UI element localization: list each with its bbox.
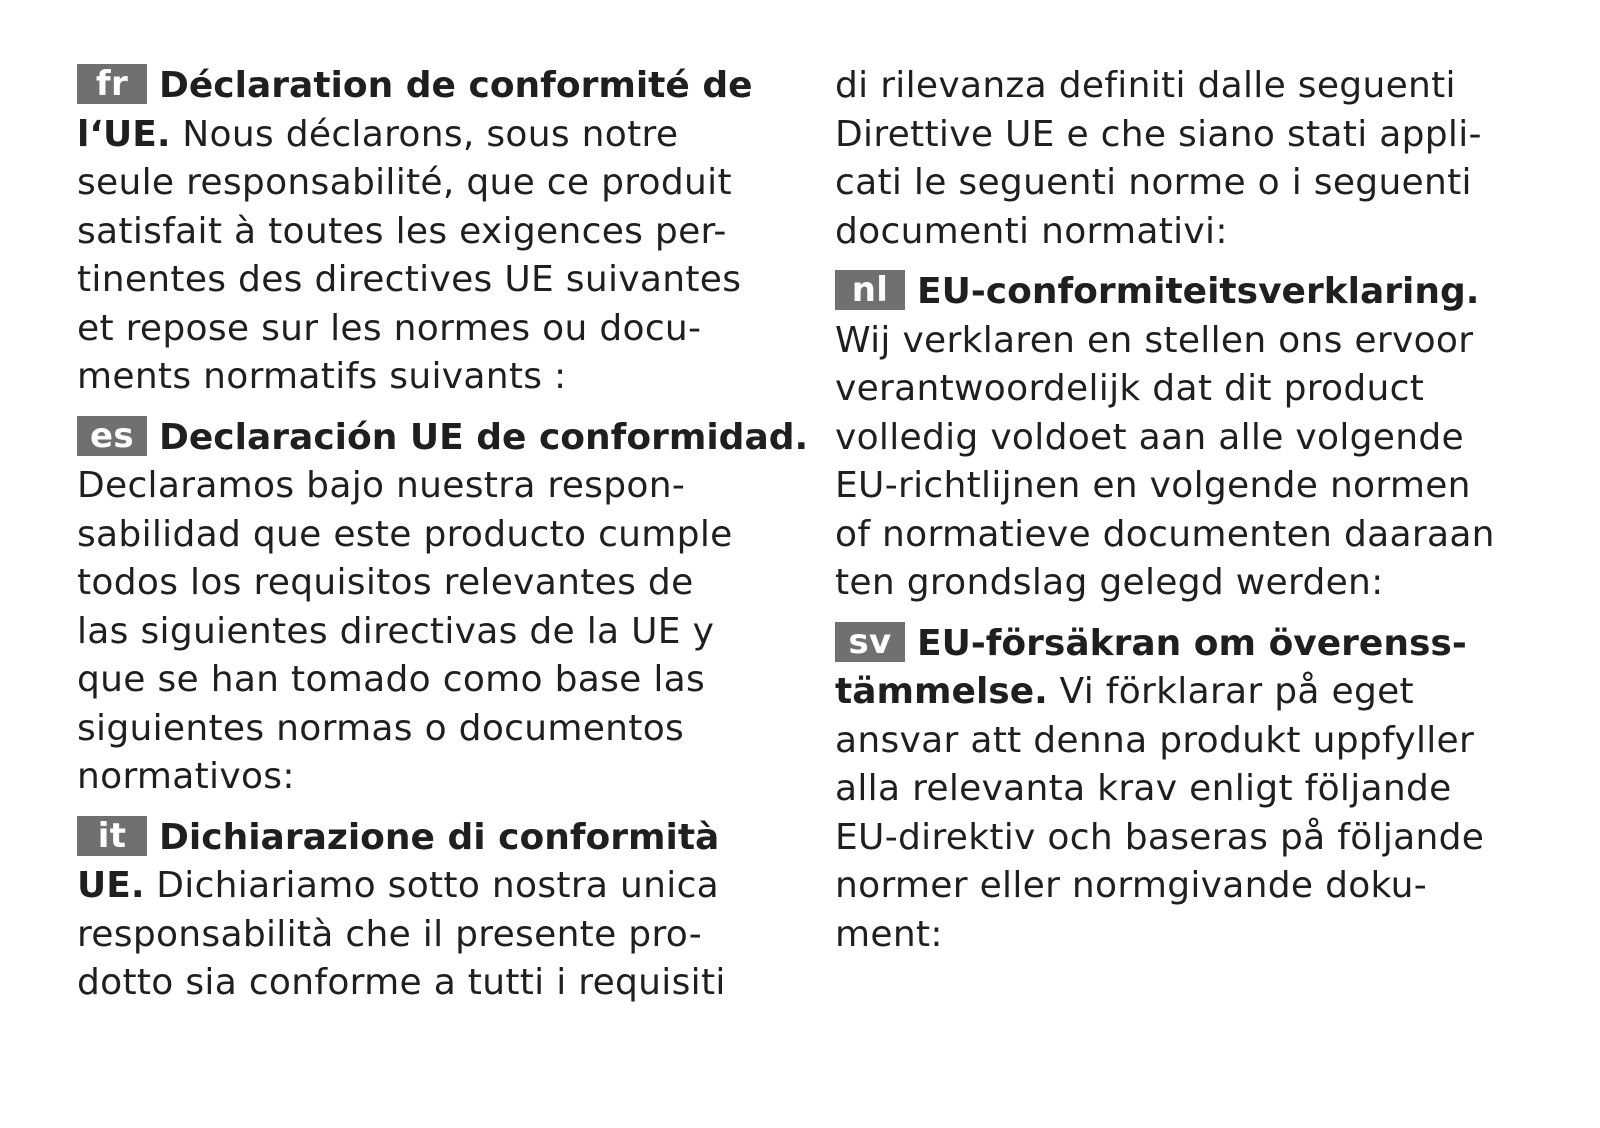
body-line: las siguientes directivas de la UE y [77, 610, 715, 652]
body-line: verantwoordelijk dat dit product [835, 368, 1425, 409]
body-first-it: Dichiariamo sotto nostra unica [144, 865, 720, 906]
lang-tag-sv: sv [835, 622, 905, 662]
body-line: ments normatifs suivants : [77, 356, 567, 397]
section-heading-nl: EU-conformiteitsverklaring. [917, 271, 1480, 312]
lang-tag-fr: fr [77, 64, 147, 104]
body-line: di rilevanza definiti dalle seguenti [835, 65, 1456, 106]
body-line: volledig voldoet aan alle volgende [835, 416, 1464, 458]
body-line: normer eller normgivande doku- [835, 865, 1427, 906]
body-line: todos los requisitos relevantes de [77, 562, 694, 603]
section-fr [77, 62, 767, 402]
body-line: Wij verklaren en stellen ons ervoor [835, 319, 1474, 361]
body-line: normativos: [77, 756, 295, 797]
body-line: of normatieve documenten daaraan [835, 513, 1495, 555]
lang-tag-it: it [77, 816, 147, 856]
body-line: que se han tomado como base las [77, 659, 706, 700]
heading-line [835, 620, 1525, 669]
body-line: EU-richtlijnen en volgende normen [835, 465, 1471, 506]
body-line: et repose sur les normes ou docu- [77, 307, 702, 349]
body-line: documenti normativi: [835, 210, 1228, 252]
heading-line [77, 62, 767, 111]
body-line: dotto sia conforme a tutti i requisiti [77, 962, 726, 1003]
body-line: sabilidad que este producto cumple [77, 513, 733, 555]
section-heading-it: Dichiarazione di conformità [159, 816, 720, 858]
body-line: ansvar att denna produkt uppfyller [835, 719, 1475, 761]
heading-line-2 [77, 862, 767, 911]
section-nl [835, 268, 1525, 608]
left-column [77, 62, 809, 1020]
right-column [835, 62, 1525, 971]
body-line: seule responsabilité, que ce produit [77, 162, 732, 203]
body-line: tinentes des directives UE suivantes [77, 259, 742, 300]
body-line: siguientes normas o documentos [77, 707, 685, 749]
section-heading-it-2: UE. [77, 865, 145, 906]
section-heading-es: Declaración UE de conformidad. [159, 416, 809, 458]
lang-tag-nl: nl [835, 270, 905, 310]
body-line: alla relevanta krav enligt följande [835, 768, 1452, 809]
body-line: Direttive UE e che siano stati appli- [835, 113, 1482, 155]
heading-line [77, 814, 767, 863]
heading-line-2 [77, 111, 767, 160]
body-line: satisfait à toutes les exigences per- [77, 210, 727, 252]
section-it [77, 814, 767, 1008]
lang-tag-es: es [77, 416, 147, 456]
section-es [77, 414, 809, 802]
body-line: Declaramos bajo nuestra respon- [77, 465, 686, 506]
heading-line [77, 414, 809, 463]
heading-line-2 [835, 668, 1525, 717]
body-first-fr: Nous déclarons, sous notre [170, 113, 679, 155]
body-line: cati le seguenti norme o i seguenti [835, 162, 1472, 203]
body-first-sv: Vi förklarar på eget [1047, 671, 1414, 712]
section-heading-sv: EU-försäkran om överenss- [917, 622, 1467, 664]
body-line: ten grondslag gelegd werden: [835, 562, 1384, 603]
section-sv [835, 620, 1525, 960]
body-line: EU-direktiv och baseras på följande [835, 816, 1485, 858]
section-heading-fr-2: l‘UE. [77, 113, 171, 155]
section-heading-sv-2: tämmelse. [835, 671, 1048, 712]
section-heading-fr: Déclaration de conformité de [159, 65, 753, 106]
section-it-continued [835, 62, 1525, 256]
heading-line [835, 268, 1525, 317]
body-line: responsabilità che il presente pro- [77, 913, 703, 955]
body-line: ment: [835, 913, 943, 955]
